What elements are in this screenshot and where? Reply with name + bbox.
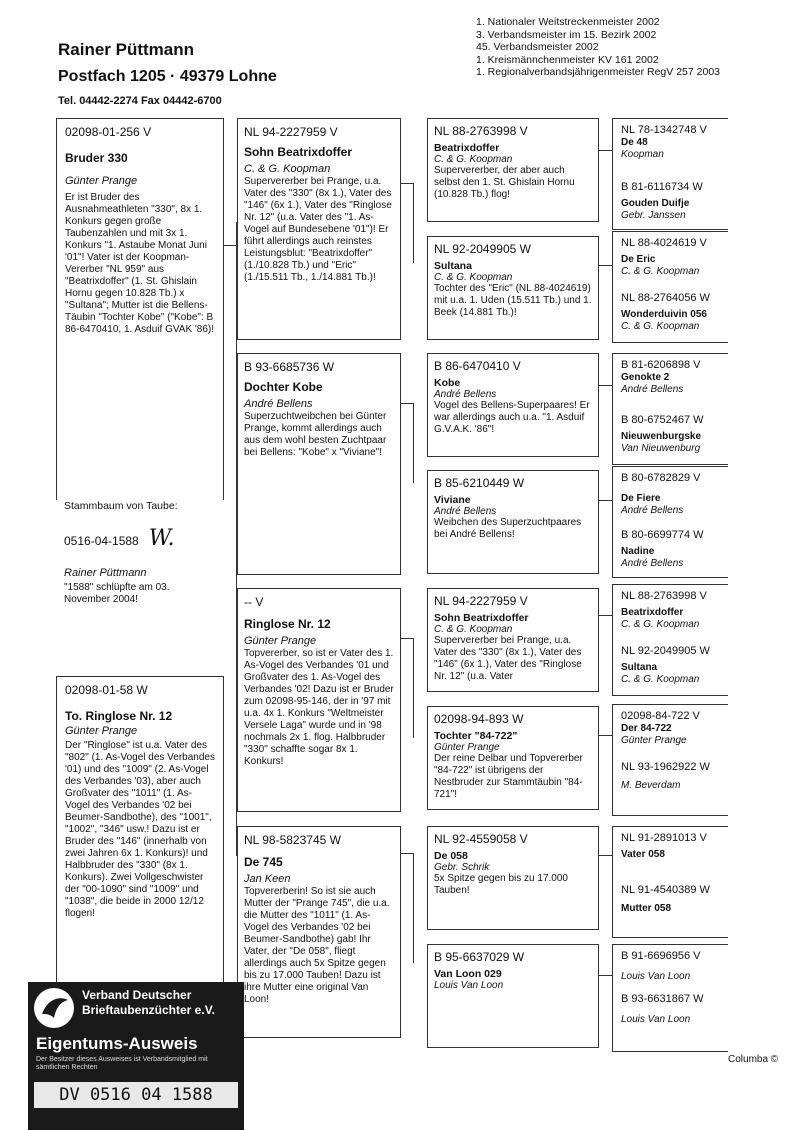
achievement-item: 1. Regionalverbandsjährigenmeister RegV 257 2003 <box>476 66 720 79</box>
pigeon-name: Kobe <box>434 377 461 389</box>
pigeon-name: Nadine <box>621 546 655 557</box>
dam-name: To. Ringlose Nr. 12 <box>65 709 173 723</box>
connector <box>400 853 414 854</box>
gen4-box <box>612 944 728 1052</box>
pigeon-name: De 058 <box>434 850 468 862</box>
sire-name: Bruder 330 <box>65 151 128 165</box>
gen4-box <box>612 118 728 230</box>
pigeon-breeder: Günter Prange <box>244 635 317 647</box>
connector <box>223 245 237 246</box>
pigeon-description: Supervererber bei Prange, u.a. Vater des "330" (8x 1.), Vater des "146" (6x 1.), Vater des "Ringlose Nr. 12" (u.a. Vater des "1. As-Vogel auf Bundesebene '01")! Er führt allerdings auch reinstes Leistungsblut: "Beatrixdoffer" (1./10.828 Tb.) und "Eric" (1./15.511 Tb., 1./14.881 Tb.)! <box>244 176 392 283</box>
owner-name: Rainer Püttmann <box>58 40 195 59</box>
pigeon-breeder: C. & G. Koopman <box>621 266 700 277</box>
connector <box>598 385 612 386</box>
stamp-org-line1: Verband Deutscher <box>82 988 192 1002</box>
pigeon-ring: 02098-84-722 V <box>621 710 700 722</box>
pigeon-breeder: Jan Keen <box>244 873 291 885</box>
gen3-box <box>427 353 599 457</box>
pigeon-ring: 02098-94-893 W <box>434 712 524 726</box>
connector <box>598 265 612 266</box>
pigeon-breeder: Günter Prange <box>621 735 687 746</box>
dam-ring: 02098-01-58 W <box>65 683 148 697</box>
gen2-box <box>237 118 401 340</box>
pigeon-ring: NL 88-2764056 W <box>621 292 710 304</box>
pigeon-name: Van Loon 029 <box>434 968 502 980</box>
achievement-item: 45. Verbandsmeister 2002 <box>476 41 599 54</box>
pigeon-name: Sohn Beatrixdoffer <box>244 145 353 159</box>
pigeon-ring: B 93-6685736 W <box>244 360 335 374</box>
pigeon-name: Beatrixdoffer <box>434 142 500 154</box>
sire-ring: 02098-01-256 V <box>65 125 152 139</box>
pigeon-ring: NL 98-5823745 W <box>244 833 341 847</box>
pigeon-breeder: André Bellens <box>621 505 684 516</box>
gen4-box <box>612 466 728 578</box>
pigeon-breeder: M. Beverdam <box>621 780 681 791</box>
pigeon-breeder: C. & G. Koopman <box>621 619 700 630</box>
pigeon-ring: B 81-6206898 V <box>621 359 701 371</box>
pigeon-breeder: André Bellens <box>621 384 684 395</box>
pigeon-breeder: C. & G. Koopman <box>434 154 513 165</box>
stamp-org-line2: Brieftaubenzüchter e.V. <box>82 1003 215 1017</box>
pigeon-ring: B 80-6782829 V <box>621 472 701 484</box>
pigeon-breeder: André Bellens <box>621 558 684 569</box>
pigeon-breeder: Van Nieuwenburg <box>621 443 701 454</box>
pigeon-description: Tochter des "Eric" (NL 88-4024619) mit u.a. 1. Uden (15.511 Tb.) und 1. Beek (14.881 Tb.)! <box>434 283 592 318</box>
pigeon-name: Ringlose Nr. 12 <box>244 617 331 631</box>
gen3-box <box>427 118 599 222</box>
pigeon-ring: B 85-6210449 W <box>434 476 525 490</box>
gen3-box <box>427 944 599 1048</box>
gen4-box <box>612 704 728 816</box>
pigeon-ring: NL 92-2049905 W <box>434 242 531 256</box>
pigeon-ring: NL 93-1962922 W <box>621 761 710 773</box>
pigeon-ring: B 80-6699774 W <box>621 529 704 541</box>
sire-box <box>56 118 224 500</box>
owner-phone: Tel. 04442-2274 Fax 04442-6700 <box>58 95 222 107</box>
subject-note: "1588" schlüpfte am 03. November 2004! <box>64 582 170 605</box>
pigeon-description: Topvererberin! So ist sie auch Mutter der "Prange 745", die u.a. die Mutter des "1011" (1. As-Vogel des Verbandes '02 bei Beumer-Sandbothe) gab! Ihr Vater, der "De 058", fliegt allerdings auch 5x Spitze gegen bis zu 17.000 Tauben! Dazu ist ihre Mutter eine original Van Loon! <box>244 886 390 1005</box>
pigeon-breeder: André Bellens <box>434 506 497 517</box>
pigeon-name: Genokte 2 <box>621 372 670 383</box>
pigeon-name: Sohn Beatrixdoffer <box>434 612 529 624</box>
gen4-box <box>612 231 728 343</box>
pigeon-name: Vater 058 <box>621 849 665 860</box>
achievement-item: 1. Nationaler Weitstreckenmeister 2002 <box>476 16 660 28</box>
gen2-box <box>237 353 401 575</box>
pigeon-breeder: André Bellens <box>244 398 313 410</box>
pigeon-breeder: Koopman <box>621 149 664 160</box>
pigeon-name: Sultana <box>621 662 658 673</box>
sire-description: Er ist Bruder des Ausnahmeathleten "330", 8x 1. Konkurs gegen große Taubenzahlen und mit 3x 1. Konkurs "1. Astaube Monat Juni '01"! Vater ist der Koopman-Vererber "NL 959" aus "Beatrixdoffer" (1. St. Ghislain Hornu gegen 10.828 Tb.) x "Sultana"; Mutter ist die Bellens-Täubin "Tochter Kobe" ("Kobe": B 86-6470410, 1. Asduif GVAK '86)! <box>65 192 215 335</box>
connector <box>598 150 612 151</box>
connector <box>598 975 612 976</box>
pigeon-description: Vogel des Bellens-Superpaares! Er war allerdings auch u.a. "1. Asduif G.V.A.K. '86"! <box>434 400 590 435</box>
connector <box>400 403 414 404</box>
pigeon-description: Weibchen des Superzuchtpaares bei André Bellens! <box>434 517 582 540</box>
pigeon-name: De 745 <box>244 855 283 869</box>
pigeon-ring: NL 94-2227959 V <box>434 594 528 608</box>
connector <box>598 500 612 501</box>
pigeon-name: Viviane <box>434 494 471 506</box>
gen3-box <box>427 706 599 810</box>
pigeon-name: Beatrixdoffer <box>621 607 684 618</box>
pigeon-breeder: C. & G. Koopman <box>621 321 700 332</box>
pigeon-description: 5x Spitze gegen bis zu 17.000 Tauben! <box>434 873 568 896</box>
sire-breeder: Günter Prange <box>65 175 138 187</box>
pigeon-breeder: Günter Prange <box>434 742 500 753</box>
pigeon-ring: NL 88-4024619 V <box>621 237 707 249</box>
pigeon-name: Nieuwenburgske <box>621 431 702 442</box>
connector <box>413 638 414 738</box>
pigeon-description: Topvererber, so ist er Vater des 1. As-Vogel des Verbandes '01 und Großvater des 1. As-Vogel des Verbandes '02! Dazu ist er Bruder zum 02098-95-146, der in '97 mit u.a. 4x 1. Konkurs "Weltmeister Versele Laga" wurde und in '98 nochmals 2x 1. flog. Halbbruder "330" schaffte sogar 8x 1. Konkurs! <box>244 648 394 767</box>
pigeon-ring: NL 88-2763998 V <box>434 124 528 138</box>
gen3-box <box>427 826 599 930</box>
pigeon-ring: NL 94-2227959 V <box>244 125 338 139</box>
stamp-fine-print: Der Besitzer dieses Ausweises ist Verbandsmitglied mit sämtlichen Rechten <box>36 1056 208 1071</box>
pigeon-description: Superzuchtweibchen bei Günter Prange, kommt allerdings auch aus dem wohl besten Zuchtpaar bei Bellens: "Kobe" x "Viviane"! <box>244 411 387 458</box>
gen3-box <box>427 588 599 692</box>
achievement-item: 3. Verbandsmeister im 15. Bezirk 2002 <box>476 28 657 41</box>
pigeon-name: Wonderduivin 056 <box>621 309 707 320</box>
gen2-box <box>237 826 401 1038</box>
connector <box>413 403 414 483</box>
pigeon-logo-icon <box>34 988 74 1028</box>
gen3-box <box>427 236 599 340</box>
pigeon-name: Sultana <box>434 260 472 272</box>
connector <box>598 615 612 616</box>
pigeon-ring: B 91-6696956 V <box>621 950 701 962</box>
achievements-list <box>476 16 796 79</box>
dam-description: Der "Ringlose" ist u.a. Vater des "802" (1. As-Vogel des Verbandes '01) und des "1009" (2. As-Vogel des Verbandes '03), aber auch Großvater des "1011" (1. As-Vogel des Verbandes '02 bei Beumer-Sandbothe), des "1001", "1002", "346" usw.! Dazu ist er Bruder des "146" (innerhalb von zwei Jahren 6x 1. Konkurs)! und Halbbruder des "330" (8x 1. Konkurs). Zwei Vollgeschwister der "00-1090" sind "1009" und "1038", die beide in 2000 12/12 flogen! <box>65 740 215 919</box>
gen2-box <box>237 588 401 812</box>
subject-sex-mark: W. <box>148 526 175 551</box>
pigeon-name: De Fiere <box>621 493 661 504</box>
pigeon-ring: NL 92-4559058 V <box>434 832 528 846</box>
pigeon-ring: NL 88-2763998 V <box>621 590 707 602</box>
pigeon-name: Tochter "84-722" <box>434 730 518 742</box>
pigeon-ring: B 81-6116734 W <box>621 181 703 193</box>
gen3-box <box>427 470 599 574</box>
pigeon-breeder: Gebr. Janssen <box>621 210 686 221</box>
connector <box>598 735 612 736</box>
pigeon-ring: B 86-6470410 V <box>434 359 521 373</box>
pigeon-ring: B 93-6631867 W <box>621 993 704 1005</box>
stamp-title: Eigentums-Ausweis <box>36 1034 198 1053</box>
pigeon-description: Supervererber, der aber auch selbst den 1. St. Ghislain Hornu (10.828 Tb.) flog! <box>434 165 575 200</box>
connector <box>400 183 414 184</box>
gen4-box <box>612 826 728 938</box>
ownership-stamp <box>28 982 244 1130</box>
pigeon-name: De Eric <box>621 254 656 265</box>
subject-breeder: Rainer Püttmann <box>64 567 147 579</box>
owner-address: Postfach 1205 · 49379 Lohne <box>58 68 277 85</box>
pigeon-ring: B 95-6637029 W <box>434 950 525 964</box>
dam-box <box>56 676 224 996</box>
pigeon-description: Supervererber bei Prange, u.a. Vater des "330" (8x 1.), Vater des "146" (6x 1.), Vater des "Ringlose Nr. 12" (u.a. Vater <box>434 635 582 682</box>
pigeon-ring: -- V <box>244 595 264 609</box>
pigeon-breeder: C. & G. Koopman <box>244 163 331 175</box>
pigeon-name: Dochter Kobe <box>244 380 323 394</box>
connector <box>413 183 414 263</box>
pigeon-breeder: Louis Van Loon <box>434 980 504 991</box>
gen4-box <box>612 584 728 696</box>
subject-block <box>64 500 234 606</box>
pigeon-breeder: C. & G. Koopman <box>434 272 513 283</box>
connector <box>400 638 414 639</box>
pigeon-breeder: Louis Van Loon <box>621 1014 691 1025</box>
pigeon-ring: NL 91-4540389 W <box>621 884 710 896</box>
stamp-ring-number: DV 0516 04 1588 <box>34 1082 238 1108</box>
pigeon-name: Gouden Duifje <box>621 198 690 209</box>
pigeon-breeder: C. & G. Koopman <box>621 674 700 685</box>
pigeon-ring: NL 92-2049905 W <box>621 645 710 657</box>
dam-breeder: Günter Prange <box>65 725 138 737</box>
pigeon-breeder: Gebr. Schrik <box>434 862 490 873</box>
pigeon-name: De 48 <box>621 137 648 148</box>
connector <box>413 853 414 963</box>
pigeon-ring: NL 91-2891013 V <box>621 832 707 844</box>
pigeon-breeder: André Bellens <box>434 389 497 400</box>
pigeon-name: Der 84-722 <box>621 723 672 734</box>
gen4-box <box>612 353 728 465</box>
connector <box>598 855 612 856</box>
copyright: Columba © <box>728 1054 779 1065</box>
pigeon-ring: NL 78-1342748 V <box>621 124 707 136</box>
subject-ring: 0516-04-1588 <box>64 534 139 548</box>
pigeon-ring: B 80-6752467 W <box>621 414 704 426</box>
pigeon-name: Mutter 058 <box>621 903 672 914</box>
achievement-item: 1. Kreismännchenmeister KV 161 2002 <box>476 53 659 66</box>
pigeon-description: Der reine Delbar und Topvererber "84-722" ist übrigens der Nestbruder zur Stammtäubin "84-721"! <box>434 753 583 800</box>
pigeon-breeder: Louis Van Loon <box>621 971 691 982</box>
pigeon-breeder: C. & G. Koopman <box>434 624 513 635</box>
subject-label: Stammbaum von Taube: <box>64 500 178 512</box>
